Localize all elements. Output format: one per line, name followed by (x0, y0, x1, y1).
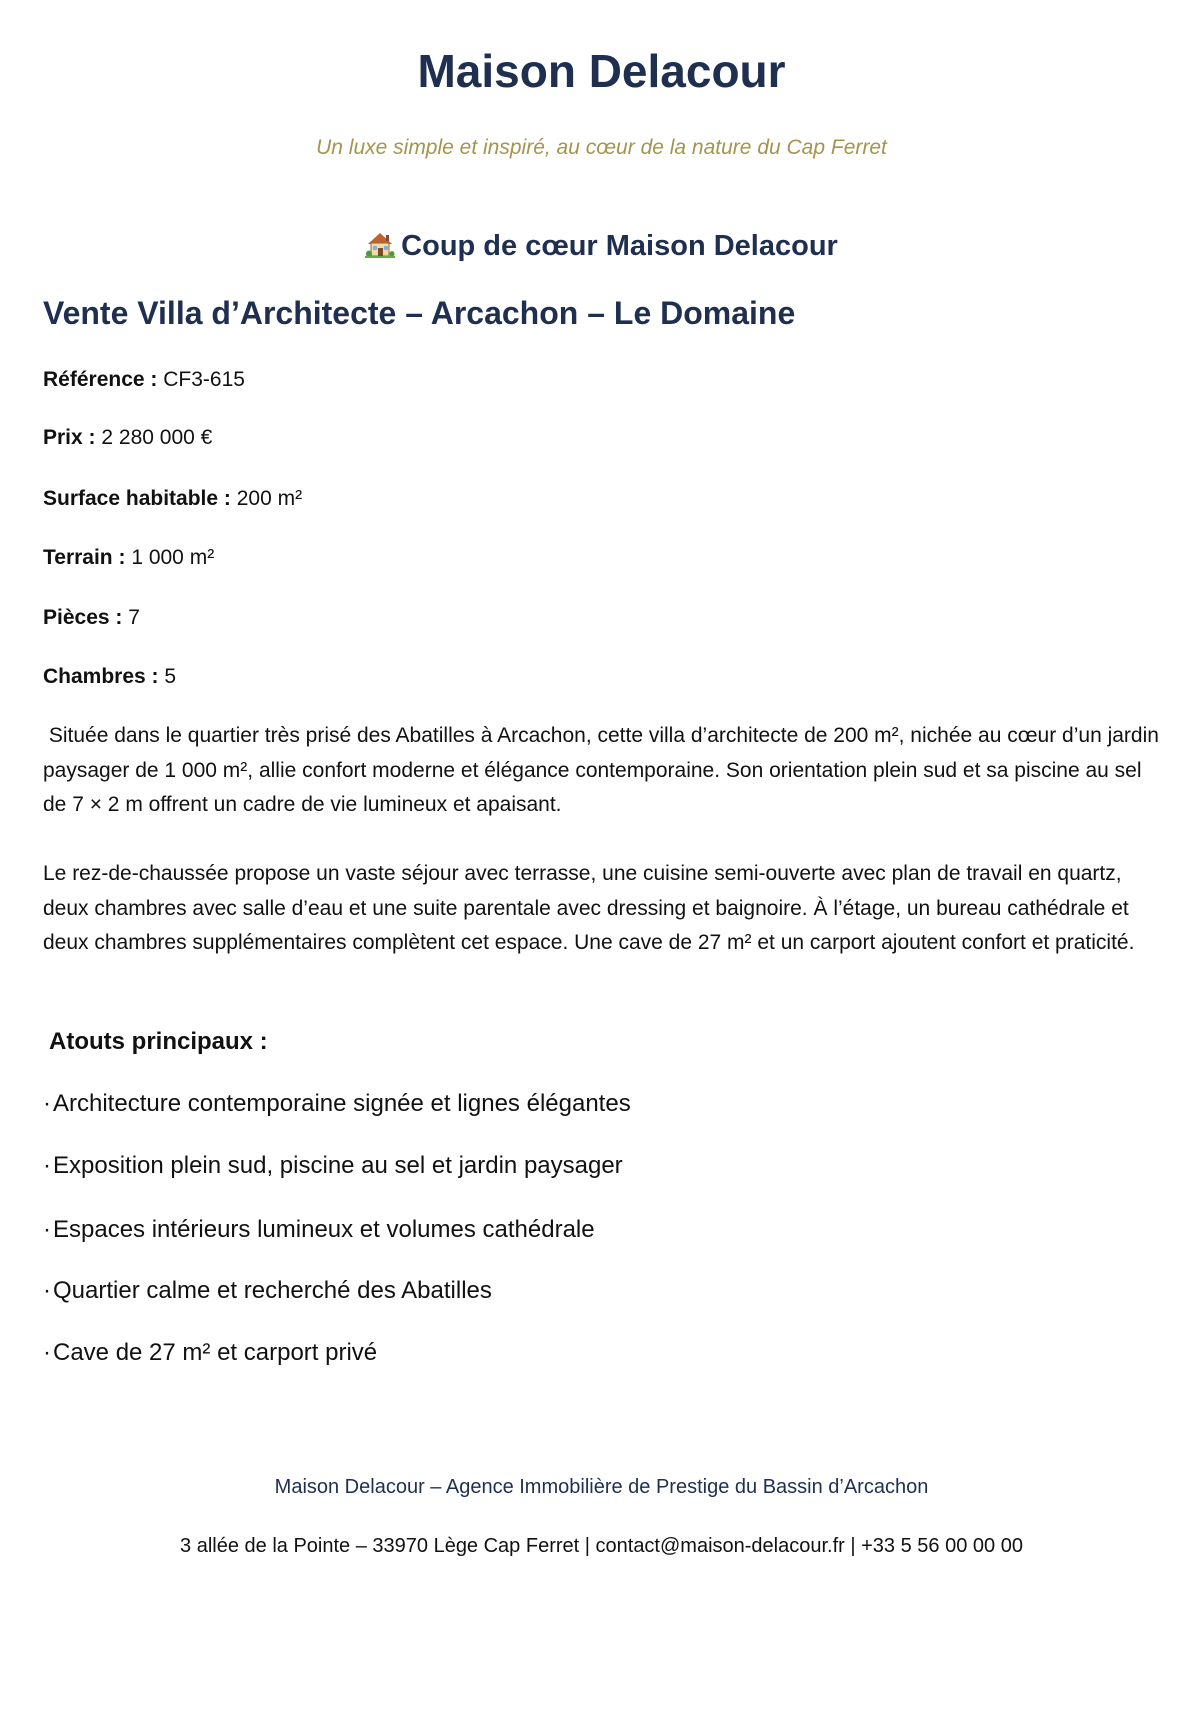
spec-label: Chambres : (43, 665, 159, 688)
spec-value: 7 (128, 606, 140, 629)
spec-living-area (43, 487, 302, 511)
strength-text: Espaces intérieurs lumineux et volumes cathédrale (53, 1216, 595, 1243)
strength-item (43, 1216, 595, 1244)
strength-text: Cave de 27 m² et carport privé (53, 1339, 378, 1366)
description-paragraph: Le rez-de-chaussée propose un vaste séjour avec terrasse, une cuisine semi-ouverte avec plan de travail en quartz, deux chambres avec salle d’eau et une suite parentale avec dressing et baignoire. À l’étage, un bureau cathédrale et deux chambres supplémentaires complètent cet espace. Une cave de 27 m² et un carport ajoutent confort et praticité. (43, 862, 1135, 954)
spec-label: Référence : (43, 368, 158, 391)
spec-rooms (43, 606, 140, 630)
spec-label: Prix : (43, 426, 96, 449)
spec-label: Pièces : (43, 606, 123, 629)
spec-price (43, 426, 212, 450)
house-icon (365, 230, 395, 258)
footer-contact: 3 allée de la Pointe – 33970 Lège Cap Ferret | contact@maison-delacour.fr | +33 5 56 00 00 00 (180, 1535, 1023, 1557)
description-paragraph: Située dans le quartier très prisé des Abatilles à Arcachon, cette villa d’architecte de 200 m², nichée au cœur d’un jardin paysager de 1 000 m², allie confort moderne et élégance contemporaine. Son orientation plein sud et sa piscine au sel de 7 × 2 m offrent un cadre de vie lumineux et apaisant. (43, 724, 1165, 816)
strength-item (43, 1339, 377, 1367)
strength-item (43, 1090, 631, 1118)
spec-value: 2 280 000 € (101, 426, 213, 449)
spec-value: 200 m² (236, 487, 303, 510)
bullet: · (43, 1277, 51, 1304)
feature-heading-text: Coup de cœur Maison Delacour (401, 230, 838, 262)
spec-land (43, 546, 214, 570)
spec-label: Terrain : (43, 546, 126, 569)
footer-agency: Maison Delacour – Agence Immobilière de Prestige du Bassin d’Arcachon (274, 1476, 929, 1498)
brand-tagline: Un luxe simple et inspiré, au cœur de la nature du Cap Ferret (316, 136, 887, 159)
strength-text: Architecture contemporaine signée et lignes élégantes (53, 1090, 631, 1117)
strength-item (43, 1277, 492, 1305)
bullet: · (43, 1090, 51, 1117)
bullet: · (43, 1339, 51, 1366)
bullet: · (43, 1152, 51, 1179)
brand-title: Maison Delacour (417, 45, 786, 97)
bullet: · (43, 1216, 51, 1243)
spec-value: 1 000 m² (131, 546, 215, 569)
spec-value: 5 (164, 665, 177, 688)
spec-label: Surface habitable : (43, 487, 231, 510)
spec-reference (43, 368, 245, 392)
strength-text: Quartier calme et recherché des Abatilles (53, 1277, 492, 1304)
feature-heading (0, 230, 1203, 263)
strengths-heading: Atouts principaux : (49, 1028, 268, 1055)
spec-bedrooms (43, 665, 176, 689)
listing-title: Vente Villa d’Architecte – Arcachon – Le Domaine (43, 295, 796, 331)
strength-item (43, 1152, 623, 1180)
spec-value: CF3-615 (163, 368, 245, 391)
strength-text: Exposition plein sud, piscine au sel et jardin paysager (53, 1152, 623, 1179)
